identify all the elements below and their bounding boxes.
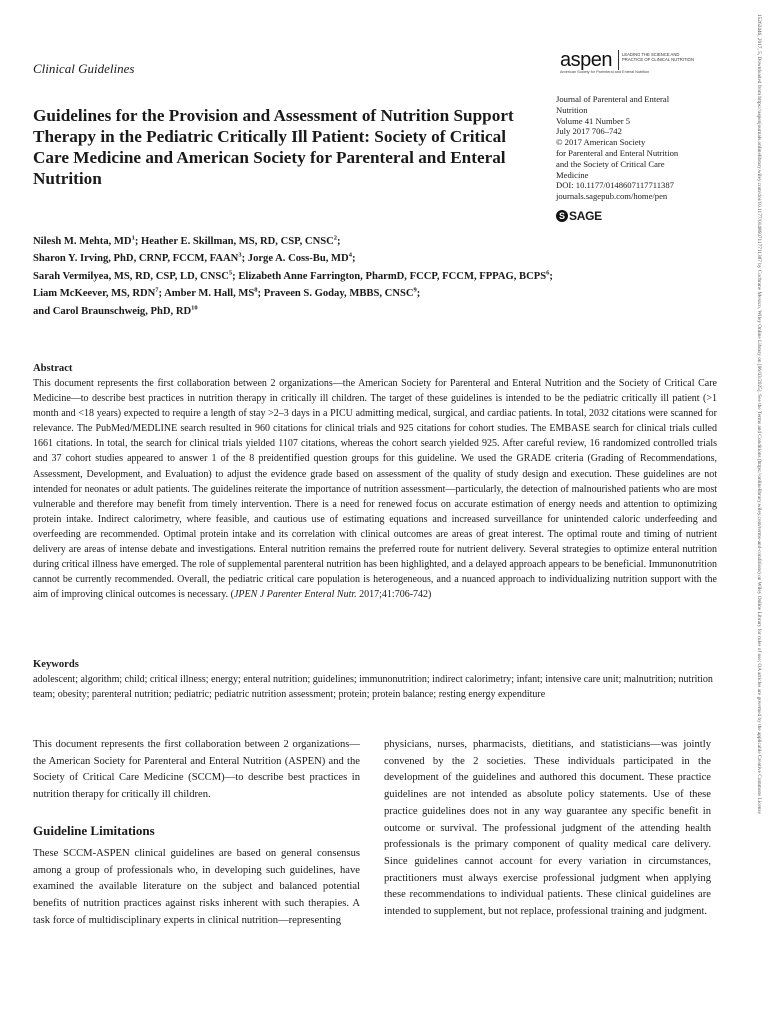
author-name: Amber M. Hall, MS bbox=[164, 288, 255, 300]
author-name: Nilesh M. Mehta, MD bbox=[33, 236, 132, 247]
author-name: and Carol Braunschweig, PhD, RD bbox=[33, 305, 192, 317]
sage-word: SAGE bbox=[569, 208, 602, 223]
aspen-logo-tagline-line: PRACTICE OF CLINICAL NUTRITION bbox=[622, 57, 694, 62]
journal-info-line: for Parenteral and Enteral Nutrition bbox=[556, 147, 679, 158]
author-line: Sarah Vermilyea, MS, RD, CSP, LD, CNSC$^5$; Elizabeth Anne Farrington, PharmD, FCCP, FCCM, FPPAG, BCPS$^6$; bbox=[33, 269, 553, 282]
author-line: Liam McKeever, MS, RDN$^7$; Amber M. Hall, $MS^8$; Praveen S. Goday, MBBS, CNSC$^9$; bbox=[33, 286, 421, 300]
abstract-text: This document represents the first collaboration between 2 organizations—the American Society for Parenteral and Enteral Nutrition and the Society of Critical Care Medicine—to describe best practices in nutrition therapy in critically ill children. The target of these guidelines is intended to be the pediatric critically ill patient (>1 month and <18 years) expected to require a length of stay >2–3 days in a PICU admitting medical, surgical, and cardiac patients. In total, 2032 citations were scanned for relevance. The PubMed/MEDLINE search resulted in 960 citations for clinical trials and 925 citations for cohort studies. The EMBASE search for clinical trials culled 1661 citations. In total, the search for clinical trials yielded 1107 citations, whereas the cohort search yielded 925. After careful review, 16 randomized controlled trials and 37 cohort studies appeared to answer 1 of the 8 preidentified question groups for this guideline. We used the GRADE criteria (Grading of Recommendations, Assessment, Development, and Evaluation) to adjust the evidence grade based on assessment of the quality of study design and execution. These guidelines are not intended for neonates or adult patients. The guidelines reiterate the importance of nutrition assessment—particularly, the detection of malnourished patients who are most vulnerable and therefore may benefit from timely intervention. There is a need for renewed focus on accurate estimation of energy needs and attention to optimizing protein intake. Indirect calorimetry, where feasible, and cautious use of estimating equations and increased surveillance for unintended caloric underfeeding and overfeeding are recommended. Optimal protein intake and its correlation with clinical outcomes are areas of great interest. The optimal route and timing of nutrient delivery are areas of intense debate and investigations. Enteral nutrition remains the preferred route for nutrient delivery. Several strategies to optimize enteral nutrition during critical illness have emerged. The role of supplemental parenteral nutrition has been highlighted, and a delayed approach appears to be beneficial. Immunonutrition cannot be currently recommended. Overall, the pediatric critical care population is heterogeneous, and a nuanced approach to individualizing nutrition support with the aim of improving clinical outcomes is necessary. ( bbox=[33, 378, 717, 601]
author-affiliation: 7 bbox=[155, 286, 159, 294]
author-affiliation: 4 bbox=[348, 251, 352, 259]
section-label: Clinical Guidelines bbox=[33, 61, 135, 76]
article-title: Guidelines for the Provision and Assessment of Nutrition Support Therapy in the Pediatric Critically Ill Patient: Society of Critical Care Medicine and American Society for Parenteral and Enteral Nutrition bbox=[33, 106, 514, 188]
author-list bbox=[33, 233, 693, 320]
abstract-citation-tail: 2017;41:706-742) bbox=[356, 589, 432, 601]
download-notice-strip: 15262446, 2017, 5, Downloaded from https://aspenjournals.onlinelibrary.wiley.com/doi/10.1177/0148607117711387 by Cochrane Mexico, Wiley Online Library on [06/03/2025]. See the Terms and Conditions (https://onlinelibrary.wiley.com/terms-and-conditions) on Wiley Online Library for rules of use; OA articles are governed by the applicable Creative Commons License bbox=[756, 14, 762, 814]
author-name: Heather E. Skillman, MS, RD, CSP, CNSC bbox=[141, 236, 334, 247]
limitations-paragraph-continued: physicians, nurses, pharmacists, dietitians, and statisticians—was jointly convened by the 2 societies. These individuals participated in the development of the guidelines and authored this document. These practice guidelines are not intended as absolute policy statements. Use of these practice guidelines does not in any way guarantee any specific benefit in outcome or survival. The professional judgment of the attending health professionals is the primary component of quality medical care delivery. Since guidelines cannot account for every variation in circumstances, practitioners must always exercise professional judgment when applying these recommendations to individual patients. These clinical guidelines are intended to supplement, but not replace, professional training and judgment. bbox=[384, 739, 711, 918]
journal-info bbox=[556, 94, 726, 202]
author-affiliation: 2 bbox=[333, 234, 338, 242]
author-name: Jorge A. Coss-Bu, MD bbox=[247, 253, 349, 265]
journal-info-line: Volume 41 Number 5 bbox=[556, 115, 631, 126]
keywords-body: adolescent; algorithm; child; critical illness; energy; enteral nutrition; guidelines; immunonutrition; indirect calorimetry; infant; intensive care unit; malnutrition; nutrition team; obesity; parenteral nutrition; pediatric; pediatric nutrition assessment; protein; protein balance; resting energy expenditure bbox=[33, 674, 713, 701]
author-affiliation: 8 bbox=[254, 286, 258, 294]
journal-url: journals.sagepub.com/home/pen bbox=[556, 191, 668, 202]
author-affiliation: 6 bbox=[546, 269, 550, 277]
limitations-heading: Guideline Limitations bbox=[33, 822, 155, 838]
keywords-heading: Keywords bbox=[33, 659, 79, 670]
author-name: Sarah Vermilyea, MS, RD, CSP, LD, CNSC bbox=[33, 270, 229, 282]
body-column-right bbox=[384, 737, 711, 921]
abstract-heading: Abstract bbox=[33, 363, 73, 374]
author-affiliation: 9 bbox=[413, 286, 417, 294]
aspen-logo bbox=[560, 48, 694, 78]
author-line bbox=[33, 303, 693, 320]
journal-info-line: July 2017 706–742 bbox=[556, 126, 622, 137]
journal-info-line: © 2017 American Society bbox=[556, 137, 646, 148]
author-affiliation: 3 bbox=[238, 251, 242, 259]
author-name: Liam McKeever, MS, RDN bbox=[33, 288, 156, 300]
body-column-left bbox=[33, 737, 360, 929]
author-affiliation: 5 bbox=[228, 269, 233, 277]
journal-info-line: Medicine bbox=[556, 169, 589, 180]
aspen-logo-tagline bbox=[622, 52, 694, 62]
aspen-logo-tagline-line: LEADING THE SCIENCE AND bbox=[622, 52, 680, 57]
journal-info-line: Nutrition bbox=[556, 104, 588, 115]
sage-logo bbox=[556, 208, 602, 222]
author-name: Sharon Y. Irving, PhD, CRNP, FCCM, FAAN bbox=[33, 253, 239, 265]
author-name: Elizabeth Anne Farrington, PharmD, FCCP, FCCM, FPPAG, BCPS bbox=[238, 270, 547, 282]
author-affiliation: 1 bbox=[131, 234, 135, 242]
abstract-body bbox=[33, 376, 717, 602]
author-line: Nilesh M. Mehta, $MD^1$; Heather E. Skillman, MS, RD, CSP, CNSC$^2$; bbox=[33, 234, 341, 247]
sage-mark-icon: S bbox=[556, 210, 568, 222]
author-line: Sharon Y. Irving, PhD, CRNP, FCCM, FAAN$^3$; Jorge A. Coss-Bu, $MD^4$; bbox=[33, 251, 356, 265]
author-name: Praveen S. Goday, MBBS, CNSC bbox=[263, 288, 414, 300]
aspen-logo-divider bbox=[618, 50, 619, 70]
journal-doi: DOI: 10.1177/0148607117711387 bbox=[556, 180, 674, 191]
aspen-logo-subline: American Society for Parenteral and Enteral Nutrition bbox=[560, 70, 650, 74]
author-affiliation: 10 bbox=[191, 304, 198, 312]
aspen-logo-word: aspen bbox=[560, 49, 612, 71]
intro-paragraph: This document represents the first collaboration between 2 organizations—the American Society for Parenteral and Enteral Nutrition (ASPEN) and the Society of Critical Care Medicine (SCCM)—to describe best practices in nutrition therapy for critically ill children. bbox=[33, 739, 360, 801]
limitations-paragraph: These SCCM-ASPEN clinical guidelines are based on general consensus among a group of professionals who, in developing such guidelines, have examined the available literature on the subject and balanced potential benefits of nutrition practices against risks inherent with such therapies. A task force of multidisciplinary experts in clinical nutrition—representing bbox=[33, 847, 360, 926]
journal-info-line: and the Society of Critical Care bbox=[556, 158, 665, 169]
journal-info-line: Journal of Parenteral and Enteral bbox=[556, 94, 670, 104]
abstract-citation: JPEN J Parenter Enteral Nutr. bbox=[233, 589, 357, 601]
